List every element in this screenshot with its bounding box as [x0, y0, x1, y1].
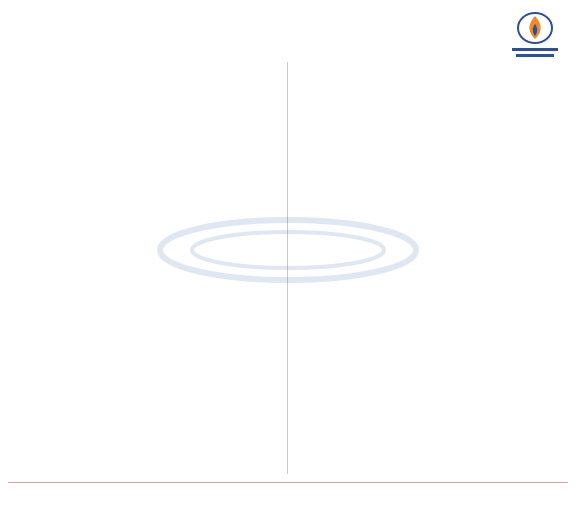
footer-divider — [8, 482, 568, 483]
site-watermark-icon — [150, 210, 426, 290]
document-stamp — [10, 6, 96, 48]
page-tagline — [120, 8, 484, 22]
page-title — [100, 26, 484, 48]
gas-company-logo-icon — [502, 6, 568, 64]
footer-date-left — [8, 486, 168, 500]
footer-issuer — [180, 486, 396, 500]
footer-date-right — [408, 486, 568, 500]
